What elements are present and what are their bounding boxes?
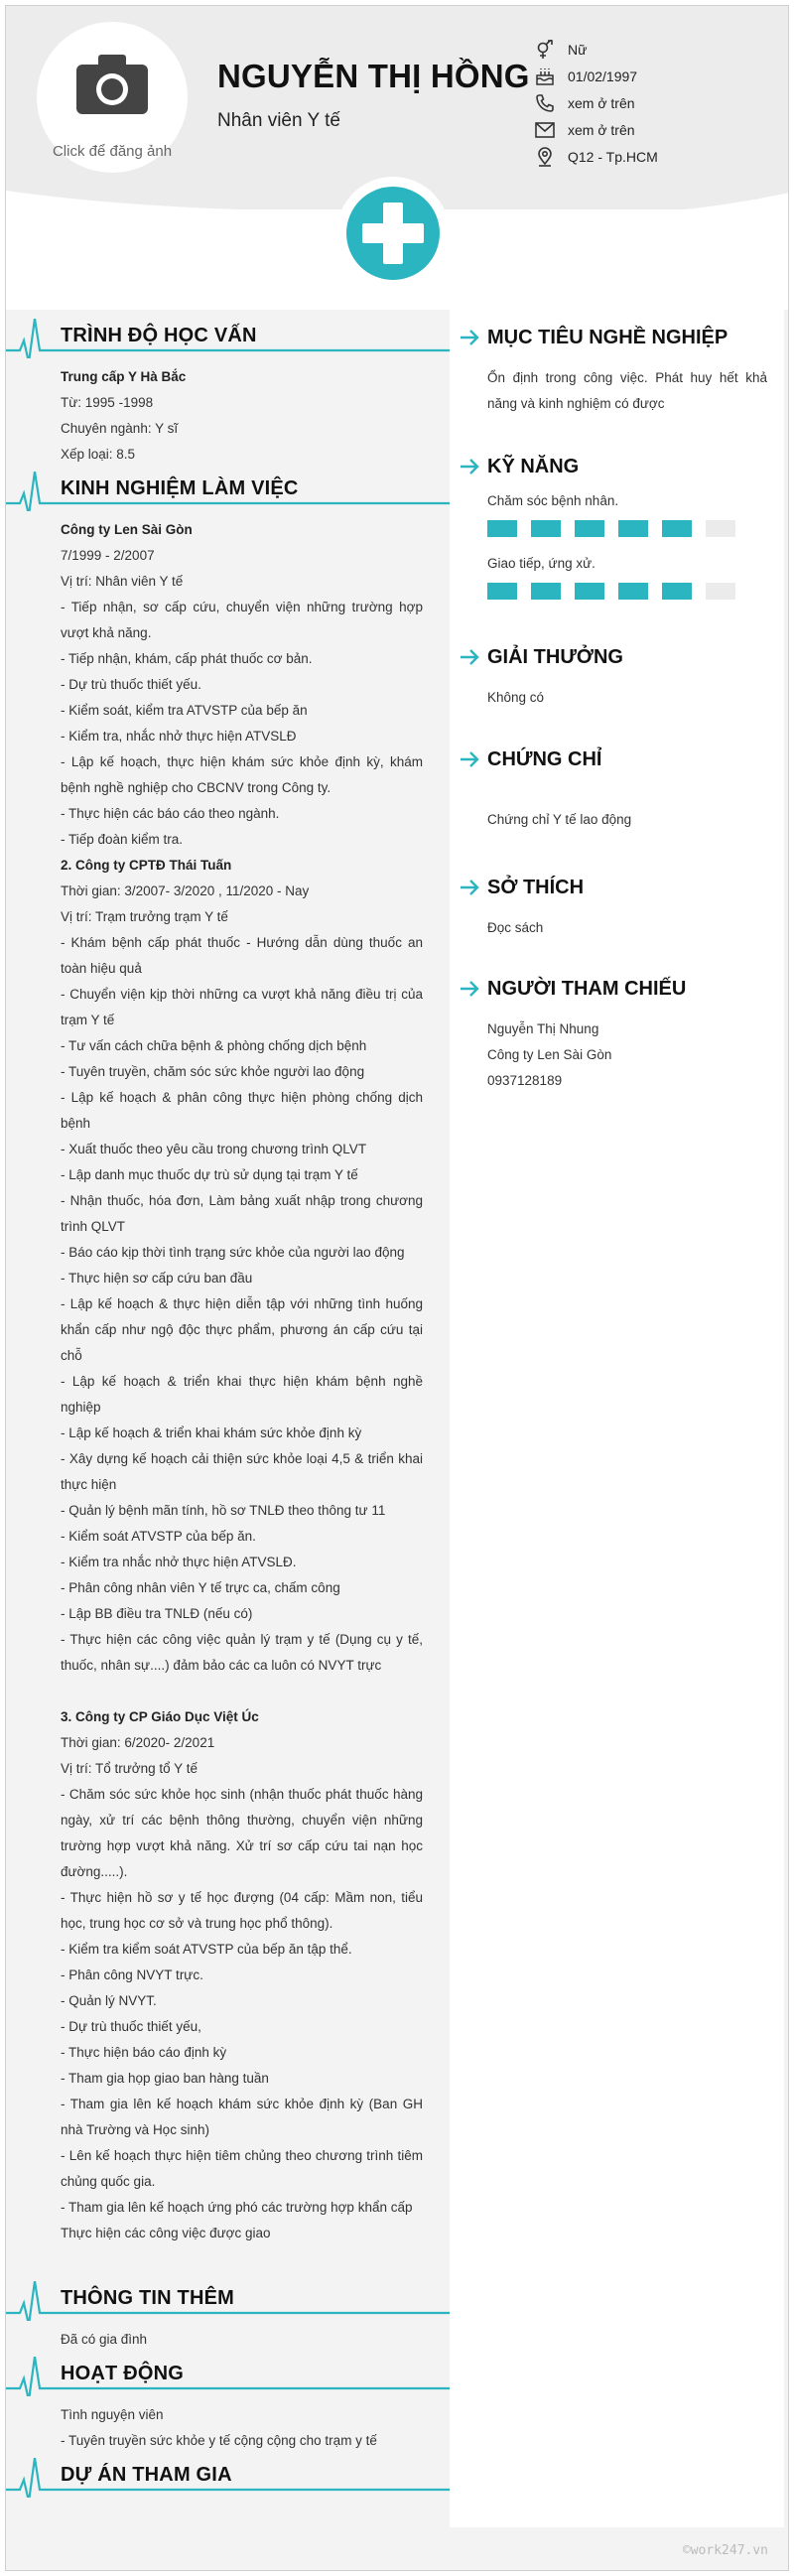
email-value: xem ở trên — [568, 121, 635, 138]
skill-name: Chăm sóc bệnh nhân. — [487, 493, 619, 508]
experience-line: - Lập kế hoạch & triển khai thực hiện khám bệnh nghề nghiệp — [61, 1374, 423, 1415]
location-pin-icon — [534, 147, 556, 167]
experience-line: - Tiếp đoàn kiểm tra. — [61, 832, 184, 847]
experience-spacer — [61, 1679, 423, 1704]
gender-icon — [534, 40, 556, 60]
right-column — [450, 304, 784, 2527]
certificates-text: Chứng chỉ Y tế lao động — [487, 812, 632, 827]
skill-cell-filled — [531, 520, 561, 537]
awards-title: GIẢI THƯỞNG — [487, 646, 623, 668]
skill-cell-filled — [662, 520, 692, 537]
arrow-right-icon — [460, 878, 479, 897]
skill-cell-empty — [706, 520, 735, 537]
skill-cell-filled — [575, 583, 604, 600]
experience-line: Vị trí: Tổ trưởng tổ Y tế — [61, 1761, 198, 1776]
skill-cell-filled — [487, 520, 517, 537]
experience-line: - Lập kế hoạch, thực hiện khám sức khỏe định kỳ, khám bệnh nghề nghiệp cho CBCNV trong Công ty. — [61, 754, 423, 795]
experience-line: - Tham gia họp giao ban hàng tuần — [61, 2071, 269, 2086]
hobbies-title: SỞ THÍCH — [487, 877, 585, 898]
job-title: Nhân viên Y tế — [217, 110, 340, 131]
experience-line: - Quản lý NVYT. — [61, 1993, 157, 2008]
avatar-upload[interactable] — [28, 13, 197, 182]
activities-line: - Tuyên truyền sức khỏe y tế cộng cộng cho trạm y tế — [61, 2433, 377, 2448]
watermark: ©work247.vn — [682, 2543, 768, 2558]
info-address — [534, 143, 658, 170]
reference-name: Nguyễn Thị Nhung — [487, 1021, 599, 1036]
skill-cell-filled — [575, 520, 604, 537]
experience-line: - Chăm sóc sức khỏe học sinh (nhận thuốc phát thuốc hàng ngày, xử trí các bệnh thông thường, chuyển viện những trường hợp vượt khả năng. Xử trí sơ cấp cứu tai nạn học đường.....). — [61, 1787, 423, 1879]
info-birthday — [534, 63, 658, 89]
resume-page — [5, 5, 789, 2571]
activities-line: Tình nguyện viên — [61, 2407, 164, 2422]
experience-line: Thực hiện các công việc được giao — [61, 2226, 271, 2240]
experience-line: - Tiếp nhận, sơ cấp cứu, chuyển viện những trường hợp vượt khả năng. — [61, 600, 423, 640]
projects-title: DỰ ÁN THAM GIA — [61, 2464, 232, 2486]
medical-badge — [336, 177, 450, 290]
experience-title: KINH NGHIỆM LÀM VIỆC — [61, 477, 299, 499]
experience-line: - Phân công nhân viên Y tế trực ca, chấm công — [61, 1580, 340, 1595]
info-phone — [534, 89, 658, 116]
experience-line: - Thực hiện các công việc quản lý trạm y tế (Dụng cụ y tế, thuốc, nhân sự....) đảm bảo các ca luôn có NVYT trực — [61, 1632, 423, 1673]
arrow-right-icon — [460, 457, 479, 476]
experience-line: - Xây dựng kế hoạch cải thiện sức khỏe loại 4,5 & triển khai thực hiện — [61, 1451, 423, 1492]
experience-line: - Tham gia lên kế hoạch ứng phó các trường hợp khẩn cấp — [61, 2200, 413, 2215]
objective-title: MỤC TIÊU NGHỀ NGHIỆP — [487, 327, 728, 348]
reference-company: Công ty Len Sài Gòn — [487, 1047, 612, 1062]
experience-line: - Lên kế hoạch thực hiện tiêm chủng theo chương trình tiêm chủng quốc gia. — [61, 2148, 423, 2189]
skill-cell-empty — [706, 583, 735, 600]
experience-line: - Lập danh mục thuốc dự trù sử dụng tại trạm Y tế — [61, 1167, 358, 1182]
projects-section — [6, 2458, 450, 2498]
reference-phone: 0937128189 — [487, 1073, 563, 1088]
experience-line: - Tư vấn cách chữa bệnh & phòng chống dịch bệnh — [61, 1038, 367, 1053]
skill-cell-filled — [487, 583, 517, 600]
education-school: Trung cấp Y Hà Bắc — [61, 369, 187, 384]
birthday-cake-icon — [534, 67, 556, 86]
experience-line: - Khám bệnh cấp phát thuốc - Hướng dẫn dùng thuốc an toàn hiệu quả — [61, 935, 423, 976]
camera-icon — [76, 55, 148, 114]
certificates-section — [450, 744, 784, 833]
extra-info-section — [6, 2281, 450, 2353]
arrow-right-icon — [460, 979, 479, 999]
candidate-name: NGUYỄN THỊ HỒNG — [217, 58, 530, 94]
experience-line: - Kiểm soát, kiểm tra ATVSTP của bếp ăn — [61, 703, 308, 718]
skills-section — [450, 451, 784, 613]
experience-line: Vị trí: Nhân viên Y tế — [61, 574, 184, 589]
arrow-right-icon — [460, 749, 479, 769]
experience-line: - Nhận thuốc, hóa đơn, Làm bảng xuất nhập trong chương trình QLVT — [61, 1193, 423, 1234]
awards-text: Không có — [487, 690, 545, 705]
certificates-title: CHỨNG CHỈ — [487, 748, 602, 770]
arrow-right-icon — [460, 328, 479, 347]
experience-line: - Lập kế hoạch & triển khai khám sức khỏe định kỳ — [61, 1425, 362, 1440]
experience-line: - Chuyển viện kịp thời những ca vượt khả năng điều trị của trạm Y tế — [61, 987, 423, 1027]
objective-section — [450, 322, 784, 417]
experience-line: - Tuyên truyền, chăm sóc sức khỏe người lao động — [61, 1064, 365, 1079]
arrow-right-icon — [460, 647, 479, 667]
phone-icon — [534, 93, 556, 113]
gender-value: Nữ — [568, 41, 588, 58]
experience-section — [6, 472, 450, 2246]
education-line: Chuyên ngành: Y sĩ — [61, 421, 179, 436]
skill-name: Giao tiếp, ứng xử. — [487, 556, 596, 571]
experience-line: - Xuất thuốc theo yêu cầu trong chương trình QLVT — [61, 1142, 367, 1156]
education-section — [6, 319, 450, 468]
skill-cell-filled — [618, 583, 648, 600]
skill-cell-filled — [662, 583, 692, 600]
education-line: Xếp loại: 8.5 — [61, 447, 136, 462]
experience-line: - Báo cáo kịp thời tình trạng sức khỏe của người lao động — [61, 1245, 405, 1260]
experience-line: - Thực hiện báo cáo định kỳ — [61, 2045, 227, 2060]
birthday-value: 01/02/1997 — [568, 68, 638, 84]
skill-cell-filled — [618, 520, 648, 537]
avatar-label: Click để đăng ảnh — [52, 143, 173, 160]
experience-line: 7/1999 - 2/2007 — [61, 548, 155, 563]
hobbies-section — [450, 872, 784, 941]
references-title: NGƯỜI THAM CHIẾU — [487, 978, 687, 1000]
medical-cross-icon — [346, 187, 440, 280]
info-gender — [534, 36, 658, 63]
experience-line: - Dự trù thuốc thiết yếu. — [61, 677, 201, 692]
experience-line: - Kiểm tra kiểm soát ATVSTP của bếp ăn tập thể. — [61, 1942, 352, 1957]
awards-section — [450, 641, 784, 711]
experience-line: - Lập kế hoạch & phân công thực hiện phòng chống dịch bệnh — [61, 1090, 423, 1131]
experience-line: - Thực hiện sơ cấp cứu ban đầu — [61, 1271, 253, 1286]
activities-title: HOẠT ĐỘNG — [61, 2363, 185, 2384]
experience-line: - Kiểm tra nhắc nhở thực hiện ATVSLĐ. — [61, 1555, 297, 1569]
skill-cell-filled — [531, 583, 561, 600]
company-name: Công ty Len Sài Gòn — [61, 522, 193, 537]
experience-line: - Kiểm tra, nhắc nhở thực hiện ATVSLĐ — [61, 729, 297, 744]
objective-text: Ổn định trong công việc. Phát huy hết khả năng và kinh nghiệm có được — [487, 370, 767, 411]
address-value: Q12 - Tp.HCM — [568, 148, 658, 165]
experience-line: - Tham gia lên kế hoạch khám sức khỏe định kỳ (Ban GH nhà Trường và Học sinh) — [61, 2097, 423, 2137]
education-title: TRÌNH ĐỘ HỌC VẤN — [61, 325, 257, 346]
education-line: Từ: 1995 -1998 — [61, 395, 154, 410]
extra-info-line: Đã có gia đình — [61, 2332, 148, 2347]
contact-info — [534, 36, 658, 170]
email-icon — [534, 120, 556, 140]
experience-line: - Quản lý bệnh mãn tính, hồ sơ TNLĐ theo thông tư 11 — [61, 1503, 386, 1518]
experience-line: - Tiếp nhận, khám, cấp phát thuốc cơ bản. — [61, 651, 313, 666]
experience-line: - Lập kế hoạch & thực hiện diễn tập với những tình huống khẩn cấp như ngộ độc thực phẩm, phương án cấp cứu tại chỗ — [61, 1296, 423, 1363]
experience-line: - Kiểm soát ATVSTP của bếp ăn. — [61, 1529, 256, 1544]
company-name: 3. Công ty CP Giáo Dục Việt Úc — [61, 1709, 259, 1724]
experience-line: Vị trí: Trạm trưởng trạm Y tế — [61, 909, 228, 924]
company-name: 2. Công ty CPTĐ Thái Tuấn — [61, 858, 232, 873]
skill-rating — [487, 583, 767, 600]
experience-line: Thời gian: 6/2020- 2/2021 — [61, 1735, 215, 1750]
hobbies-text: Đọc sách — [487, 920, 544, 935]
experience-line: - Dự trù thuốc thiết yếu, — [61, 2019, 201, 2034]
experience-line: - Phân công NVYT trực. — [61, 1967, 203, 1982]
experience-line: - Lập BB điều tra TNLĐ (nếu có) — [61, 1606, 253, 1621]
experience-line: - Thực hiện các báo cáo theo ngành. — [61, 806, 280, 821]
experience-line: - Thực hiện hồ sơ y tế học đượng (04 cấp: Mầm non, tiểu học, trung học cơ sở và trung học phổ thông). — [61, 1890, 423, 1931]
experience-line: Thời gian: 3/2007- 3/2020 , 11/2020 - Nay — [61, 883, 310, 898]
info-email — [534, 116, 658, 143]
skills-title: KỸ NĂNG — [487, 456, 580, 477]
extra-info-title: THÔNG TIN THÊM — [61, 2287, 235, 2309]
references-section — [450, 973, 784, 1094]
skill-rating — [487, 520, 767, 537]
activities-section — [6, 2357, 450, 2454]
phone-value: xem ở trên — [568, 94, 635, 111]
